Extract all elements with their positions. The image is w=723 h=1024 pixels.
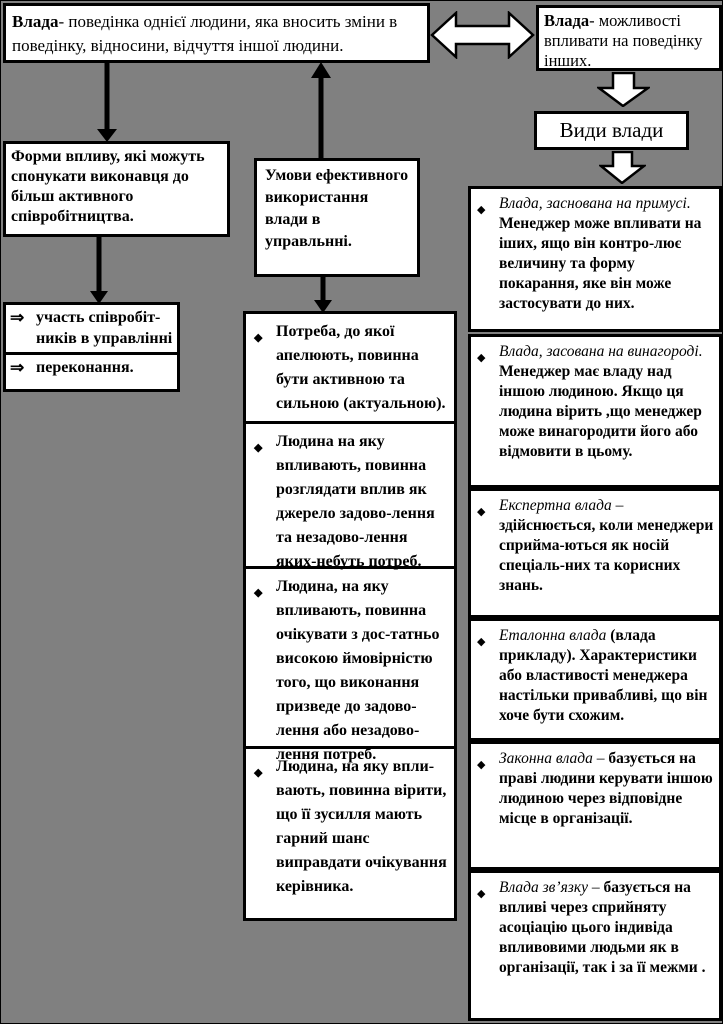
power-type-card-coercive	[468, 186, 722, 332]
diamond-bullet-icon: ◆	[477, 352, 486, 364]
list-item-text: участь співробіт-ників в управлінні	[36, 309, 173, 347]
power-type-card-legitimate	[468, 741, 722, 870]
power-definition-behavior-box	[3, 3, 430, 63]
down-block-arrow-icon	[599, 151, 646, 184]
diamond-bullet-icon: ◆	[254, 332, 263, 344]
power-types-title: Види влади	[559, 118, 664, 142]
definition-text: - поведінка однієї людини, яка вносить зміни в поведінку, відносини, відчуття іншої людини.	[12, 12, 398, 55]
definition-text: - можливості впливати на поведінку інших.	[544, 11, 703, 70]
power-type-lead: Експертна влада –	[499, 497, 624, 514]
double-right-arrow-icon: ⇒	[10, 358, 25, 377]
list-item	[6, 305, 177, 352]
power-type-lead: Законна влада –	[499, 750, 605, 767]
conditions-title-text: Умови ефективного використання влади в управльнні.	[265, 167, 409, 250]
definition-lead: Влада	[544, 11, 590, 30]
diamond-bullet-icon: ◆	[477, 888, 486, 900]
power-type-body: базується на праві людини керувати іншою людиною через відповідне місце в організації.	[499, 750, 713, 827]
diamond-bullet-icon: ◆	[254, 442, 263, 454]
condition-text: Людина, на яку впливають, повинна очікувати з дос-татньо високою ймовірністю того, що виконання призведе до задово-лення або незадово-лення потреб.	[276, 578, 440, 763]
list-item	[6, 352, 177, 389]
diamond-bullet-icon: ◆	[477, 506, 486, 518]
power-type-card-connection	[468, 870, 722, 1021]
diamond-bullet-icon: ◆	[254, 587, 263, 599]
power-type-lead: Влада, засована на винагороді.	[499, 343, 703, 360]
power-definition-ability-box	[536, 5, 722, 71]
condition-item	[246, 314, 454, 421]
influence-forms-items-box	[3, 302, 180, 392]
power-types-title-box	[534, 111, 689, 150]
down-block-arrow-icon	[597, 72, 650, 107]
power-type-lead: Влада, заснована на примусі.	[499, 195, 691, 212]
condition-item	[246, 746, 454, 918]
diamond-bullet-icon: ◆	[477, 204, 486, 216]
influence-forms-box	[3, 141, 230, 237]
power-type-body: базується на впливі через сприйняту асоціацію цього індивіда впливовими людьми як в організації, так і за її межми .	[499, 879, 706, 976]
power-type-card-expert	[468, 488, 722, 618]
condition-text: Людина на яку впливають, повинна розглядати вплив як джерело задово-лення та незадово-лення яких-небуть потреб.	[276, 433, 435, 570]
condition-item	[246, 566, 454, 763]
power-type-lead: Еталонна влада	[499, 627, 607, 644]
diamond-bullet-icon: ◆	[477, 636, 486, 648]
conditions-title-box	[254, 158, 420, 277]
double-block-arrow-icon	[430, 11, 535, 59]
condition-text: Людина, на яку впли-вають, повинна вірити, що її зусилля мають гарний шанс виправдати очікування керівника.	[276, 758, 447, 895]
condition-item	[246, 421, 454, 570]
definition-lead: Влада	[12, 12, 59, 31]
list-item-text: переконання.	[36, 359, 134, 376]
power-type-body: (влада прикладу). Характеристики або властивості менеджера настільки привабливі, що він хоче бути схожим.	[499, 627, 708, 724]
diamond-bullet-icon: ◆	[254, 767, 263, 779]
power-type-body: здійснюється, коли менеджери сприйма-ються як носій спеціаль-них та корисних знань.	[499, 517, 714, 594]
power-type-card-referent	[468, 618, 722, 741]
power-type-lead: Влада зв’язку –	[499, 879, 600, 896]
influence-forms-text: Форми впливу, які можуть спонукати виконавця до більш активного співробітництва.	[11, 148, 205, 225]
power-type-body: Менеджер має владу над іншою людиною. Якщо ця людина вірить ,що менеджер може винагородити його або відмовити в цьому.	[499, 363, 702, 460]
diamond-bullet-icon: ◆	[477, 759, 486, 771]
condition-text: Потреба, до якої апелюють, повинна бути активною та сильною (актуальною).	[276, 323, 446, 412]
double-right-arrow-icon: ⇒	[10, 308, 25, 327]
power-type-body: Менеджер може впливати на іших, ящо він контро-лює величину та форму покарання, яке він може застосувати до них.	[499, 215, 702, 312]
power-type-card-reward	[468, 334, 722, 488]
conditions-list-box	[243, 311, 457, 921]
